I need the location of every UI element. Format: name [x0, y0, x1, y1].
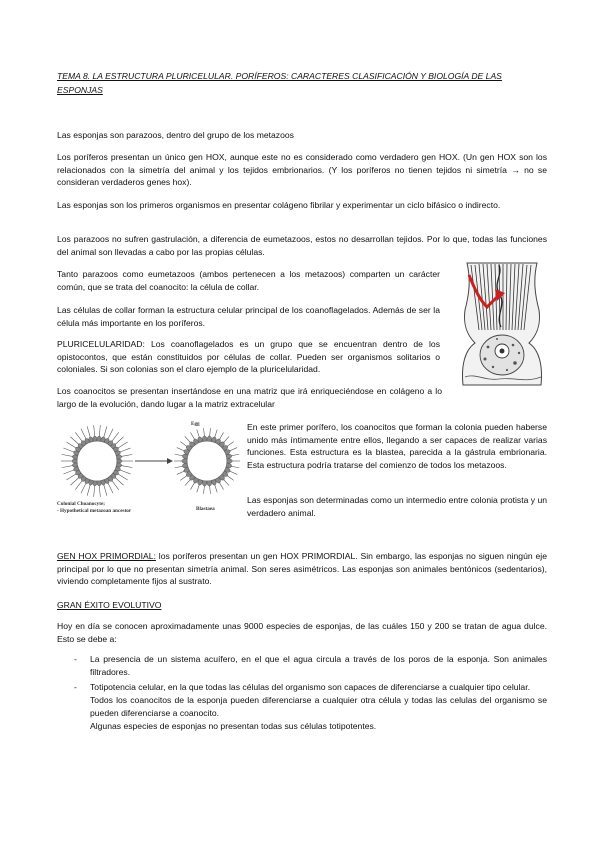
paragraph-blastaea: En este primer porífero, los coanocitos que forman la colonia pueden haberse unido más íntimamente entre ellos, llegando a ser capaces de realizar varias funciones. Esta estructura es la blastea, parecida a la gástrula embrionaria. Esta estructura podría tratarse del comienzo de todos los metazoos.: [247, 422, 547, 471]
document-title: TEMA 8. LA ESTRUCTURA PLURICELULAR. PORÍFEROS: CARACTERES CLASIFICACIÓN Y BIOLOGÍA DE LAS ESPONJAS: [57, 71, 502, 95]
caption-metazoan-ancestor: - Hypothetical metazoan ancestor: [57, 508, 132, 514]
egg-label: Egg: [191, 421, 200, 427]
paragraph-gastrulation: Los parazoos no sufren gastrulación, a diferencia de eumetazoos, estos no desarrollan tejidos. Por lo que, todas las funciones del animal son llevadas a cabo por las propias células.: [57, 234, 547, 257]
list-item: [57, 653, 547, 678]
paragraph-pluricellularity: PLURICELULARIDAD: Los coanoflagelados es un grupo que se encuentran dentro de los opistocontos, que están constituidos por células de collar. Pueden ser organismos solitarios o coloniales. Si son colonias son el claro ejemplo de la pluricelularidad.: [57, 339, 440, 375]
section-heading-evolutionary-success: GRAN ÉXITO EVOLUTIVO: [57, 600, 162, 610]
bullet-marker: -: [74, 682, 77, 693]
paragraph-parazoos: Las esponjas son parazoos, dentro del grupo de los metazoos: [57, 130, 294, 140]
paragraph-hox-primordial: [57, 550, 547, 588]
hox-primordial-body: los poríferos presentan un gen HOX PRIMORDIAL. Sin embargo, las esponjas no siguen ningún eje principal por lo que no presentan simetría animal. Son seres asimétricos. Las esponjas son animales bentónicos (sedentarios), viviendo completamente fijos al sustrato.: [57, 551, 547, 587]
colony-blastaea-diagram: [55, 419, 245, 521]
list-item-text: La presencia de un sistema acuífero, en el que el agua circula a través de los poros de la esponja. Son animales filtradores.: [90, 654, 547, 677]
paragraph-collagen: Las esponjas son los primeros organismos en presentar colágeno fibrilar y experimentar un ciclo bifásico o indirecto.: [57, 200, 501, 210]
paragraph-intermediate: Las esponjas son determinadas como un intermedio entre colonia protista y un verdadero animal.: [247, 495, 548, 518]
paragraph-hox-gene: Los poríferos presentan un único gen HOX, aunque este no es considerado como verdadero gen HOX. (Un gen HOX son los relacionados con la simetría del animal y los tejidos embrionarios. (Y los poríferos no tienen tejidos ni simetría → no se consideran verdaderos genes hox).: [57, 152, 547, 188]
paragraph-collar-cells: Las células de collar forman la estructura celular principal de los coanoflagelados. Además de ser la célula más importante en los poríferos.: [57, 305, 440, 328]
choanocyte-illustration: [455, 255, 550, 387]
hox-primordial-heading: GEN HOX PRIMORDIAL:: [57, 551, 156, 561]
caption-colonial-choanocyte: Colonial Choanocyte;: [57, 501, 105, 507]
paragraph-choanocyte: Tanto parazoos como eumetazoos (ambos pertenecen a los metazoos) comparten un carácter común, que se trata del coanocito: la célula de collar.: [57, 269, 440, 292]
list-item-text: Totipotencia celular, en la que todas las células del organismo son capaces de diferenciarse a cualquier tipo celular.: [90, 682, 530, 693]
list-item-text: Algunas especies de esponjas no presentan todas sus células totipotentes.: [90, 720, 377, 731]
list-item: [57, 681, 547, 732]
paragraph-matrix: Los coanocitos se presentan insertándose en una matriz que irá enriqueciéndose en colágeno a lo largo de la evolución, dando lugar a la matriz extracelular: [57, 386, 442, 409]
list-item-text: Todos los coanocitos de la esponja pueden diferenciarse a cualquier otra célula y todas las celulas del organismo se pueden diferenciarse a coanocito.: [90, 695, 547, 718]
paragraph-species-count: Hoy en día se conocen aproximadamente unas 9000 especies de esponjas, de las cuáles 150 y 200 se tratan de agua dulce. Esto se debe a:: [57, 621, 547, 644]
bullet-marker: -: [74, 654, 77, 664]
reasons-list: [57, 653, 547, 732]
caption-blastaea: Blastaea: [196, 506, 215, 512]
